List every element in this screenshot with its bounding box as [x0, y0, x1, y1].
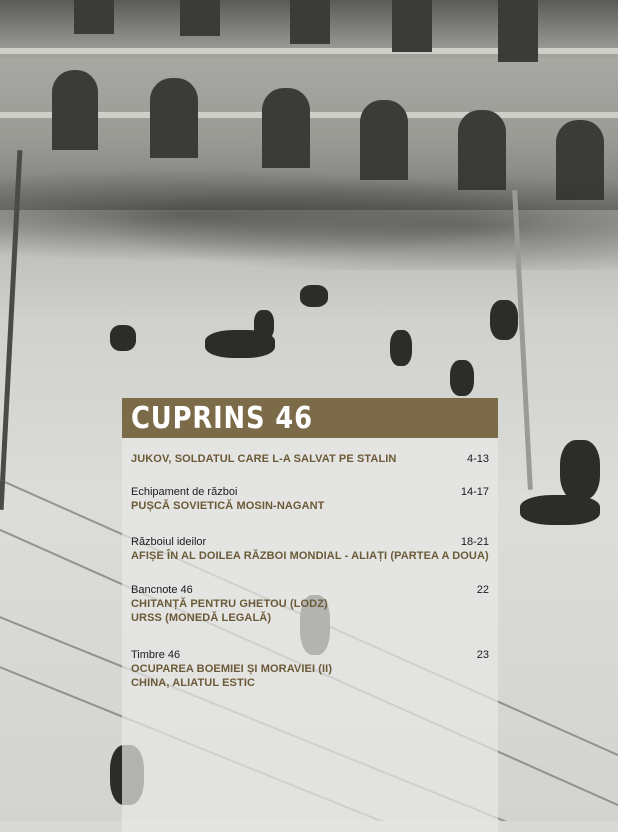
person-figure — [300, 285, 328, 307]
building-window — [74, 0, 114, 34]
person-figure — [450, 360, 474, 396]
toc-category: Războiul ideilor — [131, 536, 207, 548]
toc-page-number: 22 — [476, 584, 489, 596]
building-window — [150, 78, 198, 158]
toc-article-title: CHITANȚĂ PENTRU GHETOU (LODZ) — [131, 598, 328, 610]
toc-page-number: 18-21 — [460, 536, 489, 548]
building-window — [498, 0, 538, 62]
building-window — [180, 0, 220, 36]
toc-entry[interactable] — [131, 485, 489, 513]
crowd — [0, 160, 618, 270]
toc-article-title: AFIȘE ÎN AL DOILEA RĂZBOI MONDIAL - ALIAȚI (PARTEA A DOUA) — [131, 550, 489, 562]
toc-article-title: JUKOV, SOLDATUL CARE L-A SALVAT PE STALIN — [131, 453, 397, 465]
toc-article-title: URSS (MONEDĂ LEGALĂ) — [131, 612, 272, 624]
toc-page-number: 14-17 — [460, 486, 489, 498]
toc-category: Bancnote 46 — [131, 584, 193, 596]
toc-article-title: PUȘCĂ SOVIETICĂ MOSIN-NAGANT — [131, 500, 325, 512]
building-window — [392, 0, 432, 52]
building-window — [52, 70, 98, 150]
person-figure — [390, 330, 412, 366]
toc-page-number: 4-13 — [466, 453, 489, 465]
toc-entry[interactable] — [131, 535, 489, 563]
person-figure — [110, 325, 136, 351]
toc-category: Echipament de război — [131, 486, 238, 498]
person-figure — [254, 310, 274, 340]
person-figure — [560, 440, 600, 500]
toc-article-title: CHINA, ALIATUL ESTIC — [131, 677, 256, 689]
toc-entry[interactable] — [131, 648, 489, 690]
toc-entry[interactable] — [131, 583, 489, 625]
toc-category: Timbre 46 — [131, 649, 181, 661]
person-figure — [520, 495, 600, 525]
person-figure — [490, 300, 518, 340]
building-window — [262, 88, 310, 168]
toc-article-title: OCUPAREA BOEMIEI ȘI MORAVIEI (II) — [131, 663, 333, 675]
toc-entry[interactable] — [131, 452, 489, 466]
page-title: CUPRINS 46 — [131, 401, 313, 436]
toc-page-number: 23 — [476, 649, 489, 661]
building-window — [290, 0, 330, 44]
